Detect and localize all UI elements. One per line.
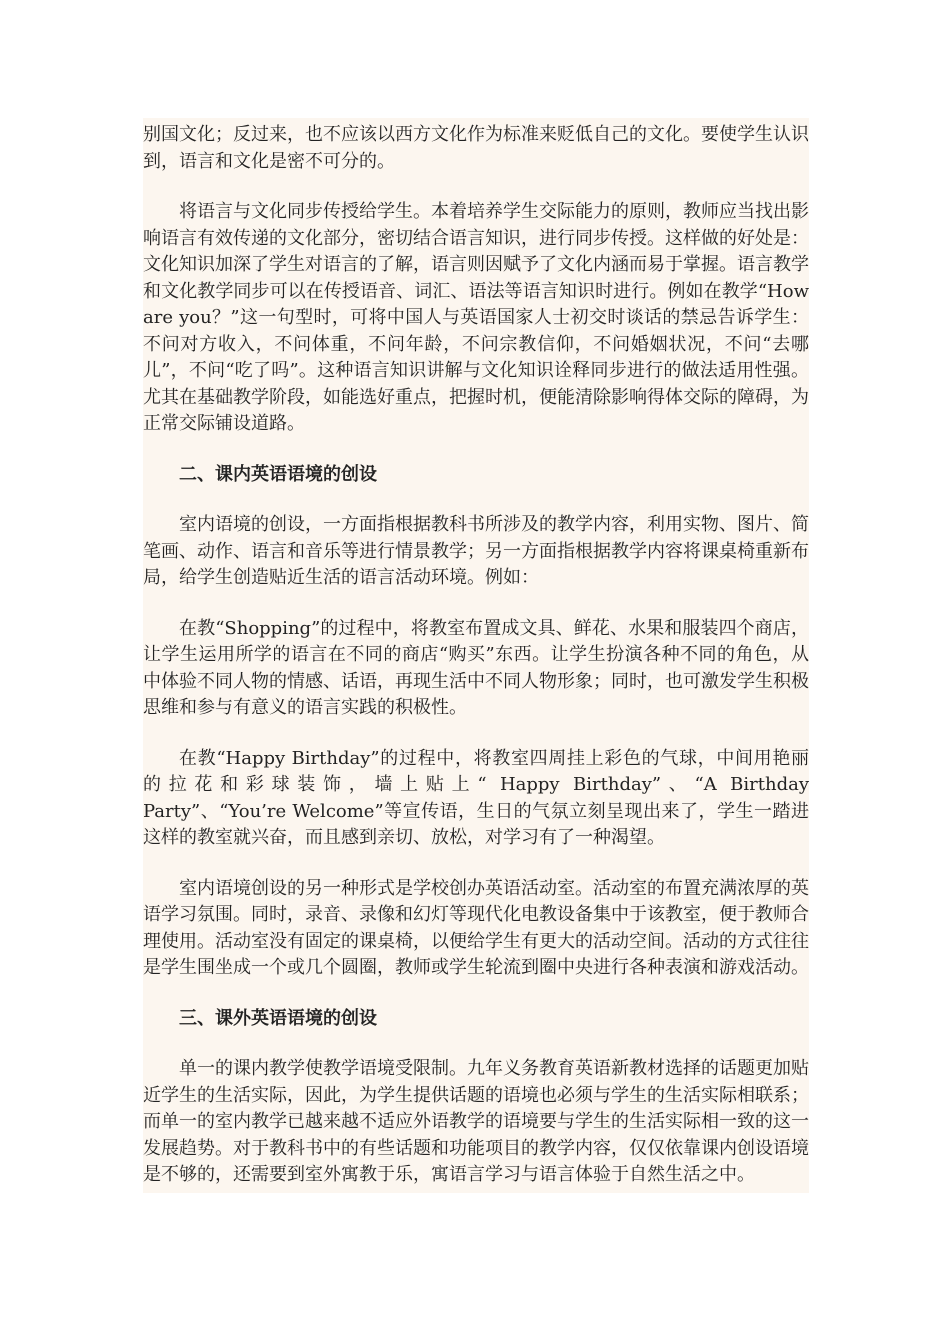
paragraph-gap	[143, 175, 809, 199]
paragraph-continuation: 别国文化；反过来，也不应该以西方文化作为标准来贬低自己的文化。要使学生认识到，语言和文化是密不可分的。	[143, 124, 809, 172]
paragraph-gap	[143, 852, 809, 876]
paragraph-gap	[143, 982, 809, 1006]
section-heading-classroom-context: 二、课内英语语境的创设	[179, 463, 377, 485]
paragraph-gap	[143, 1032, 809, 1056]
paragraph-gap	[143, 592, 809, 616]
paragraph-classroom-context: 室内语境的创设，一方面指根据教科书所涉及的教学内容，利用实物、图片、简笔画、动作、语言和音乐等进行情景教学；另一方面指根据教学内容将课桌椅重新布局，给学生创造贴近生活的语言活动环境。例如：	[143, 514, 809, 588]
paragraph-gap	[143, 722, 809, 746]
paragraph-shopping-example: 在教“Shopping”的过程中，将教室布置成文具、鲜花、水果和服装四个商店，让学生运用所学的语言在不同的商店“购买”东西。让学生扮演各种不同的角色，从中体验不同人物的情感、话语，再现生活中不同人物形象；同时，也可激发学生积极思维和参与有意义的语言实践的积极性。	[143, 617, 809, 718]
paragraph-gap	[143, 488, 809, 512]
paragraph-activity-room: 室内语境创设的另一种形式是学校创办英语活动室。活动室的布置充满浓厚的英语学习氛围。同时，录音、录像和幻灯等现代化电教设备集中于该教室，便于教师合理使用。活动室没有固定的课桌椅，以便给学生有更大的活动空间。活动的方式往往是学生围坐成一个或几个圆圈，教师或学生轮流到圈中央进行各种表演和游戏活动。	[143, 877, 809, 978]
document-body	[143, 118, 809, 1193]
section-heading-outdoor-context: 三、课外英语语境的创设	[179, 1007, 377, 1029]
paragraph-outdoor-context: 单一的课内教学使教学语境受限制。九年义务教育英语新教材选择的话题更加贴近学生的生活实际，因此，为学生提供话题的语境也必须与学生的生活实际相联系；而单一的室内教学已越来越不适应外语教学的语境要与学生的生活实际相一致的这一发展趋势。对于教科书中的有些话题和功能项目的教学内容，仅仅依靠课内创设语境是不够的，还需要到室外寓教于乐，寓语言学习与语言体验于自然生活之中。	[143, 1058, 809, 1185]
paragraph-gap	[143, 438, 809, 462]
paragraph-language-culture: 将语言与文化同步传授给学生。本着培养学生交际能力的原则，教师应当找出影响语言有效传递的文化部分，密切结合语言知识，进行同步传授。这样做的好处是：文化知识加深了学生对语言的了解，语言则因赋予了文化内涵而易于掌握。语言教学和文化教学同步可以在传授语音、词汇、语法等语言知识时进行。例如在教学“How are you？”这一句型时，可将中国人与英语国家人士初交时谈话的禁忌告诉学生：不问对方收入，不问体重，不问年龄，不问宗教信仰，不问婚姻状况，不问“去哪儿”，不问“吃了吗”。这种语言知识讲解与文化知识诠释同步进行的做法适用性强。尤其在基础教学阶段，如能选好重点，把握时机，便能清除影响得体交际的障碍，为正常交际铺设道路。	[143, 201, 809, 434]
paragraph-birthday-example: 在教“Happy Birthday”的过程中，将教室四周挂上彩色的气球，中间用艳丽的拉花和彩球装饰，墙上贴上“ Happy Birthday”、“A Birthday Party”、“You’re Welcome”等宣传语，生日的气氛立刻呈现出来了，学生一踏进这样的教室就兴奋，而且感到亲切、放松，对学习有了一种渴望。	[143, 747, 809, 848]
